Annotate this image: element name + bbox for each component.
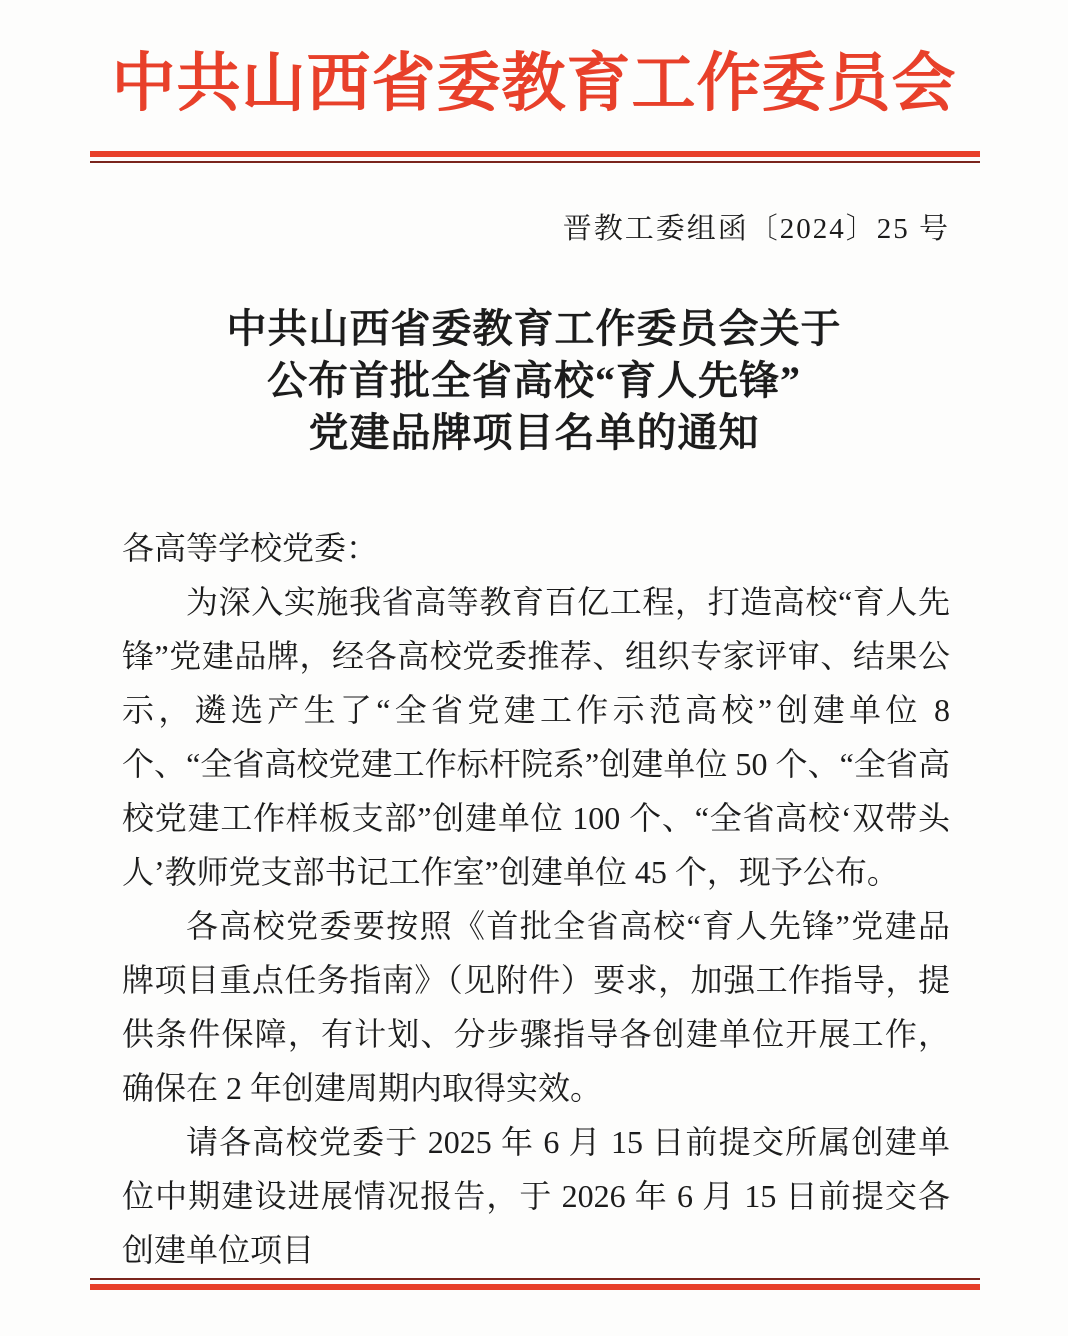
header-rule-thick <box>90 151 980 157</box>
title-line-3: 党建品牌项目名单的通知 <box>308 409 760 455</box>
document-number: 晋教工委组函〔2024〕25 号 <box>562 213 950 245</box>
body-paragraph-2: 各高校党委要按照《首批全省高校“育人先锋”党建品牌项目重点任务指南》（见附件）要求，加强工作指导，提供条件保障，有计划、分步骤指导各创建单位开展工作，确保在 2 年创建周期内取得实效。 <box>122 907 950 1106</box>
header-divider <box>90 151 980 163</box>
letterhead-org-name: 中共山西省委教育工作委员会 <box>111 48 957 119</box>
header-rule-thin <box>90 161 980 163</box>
salutation: 各高等学校党委： <box>122 529 379 566</box>
document-body <box>122 521 950 1277</box>
body-paragraph-1: 为深入实施我省高等教育百亿工程，打造高校“育人先锋”党建品牌，经各高校党委推荐、组织专家评审、结果公示，遴选产生了“全省党建工作示范高校”创建单位 8 个、“全省高校党建工作标杆院系”创建单位 50 个、“全省高校党建工作样板支部”创建单位 100 个、“全省高校‘双带头人’教师党支部书记工作室”创建单位 45 个，现予公布。 <box>122 583 950 890</box>
title-line-1: 中共山西省委教育工作委员会关于 <box>226 305 842 351</box>
footer-rule-thin <box>90 1278 980 1280</box>
title-line-2: 公布首批全省高校“育人先锋” <box>267 357 801 403</box>
body-paragraph-3: 请各高校党委于 2025 年 6 月 15 日前提交所属创建单位中期建设进展情况报告，于 2026 年 6 月 15 日前提交各创建单位项目 <box>122 1123 950 1268</box>
footer-rule-thick <box>90 1284 980 1290</box>
footer-divider <box>90 1278 980 1290</box>
document-title <box>0 303 1068 459</box>
